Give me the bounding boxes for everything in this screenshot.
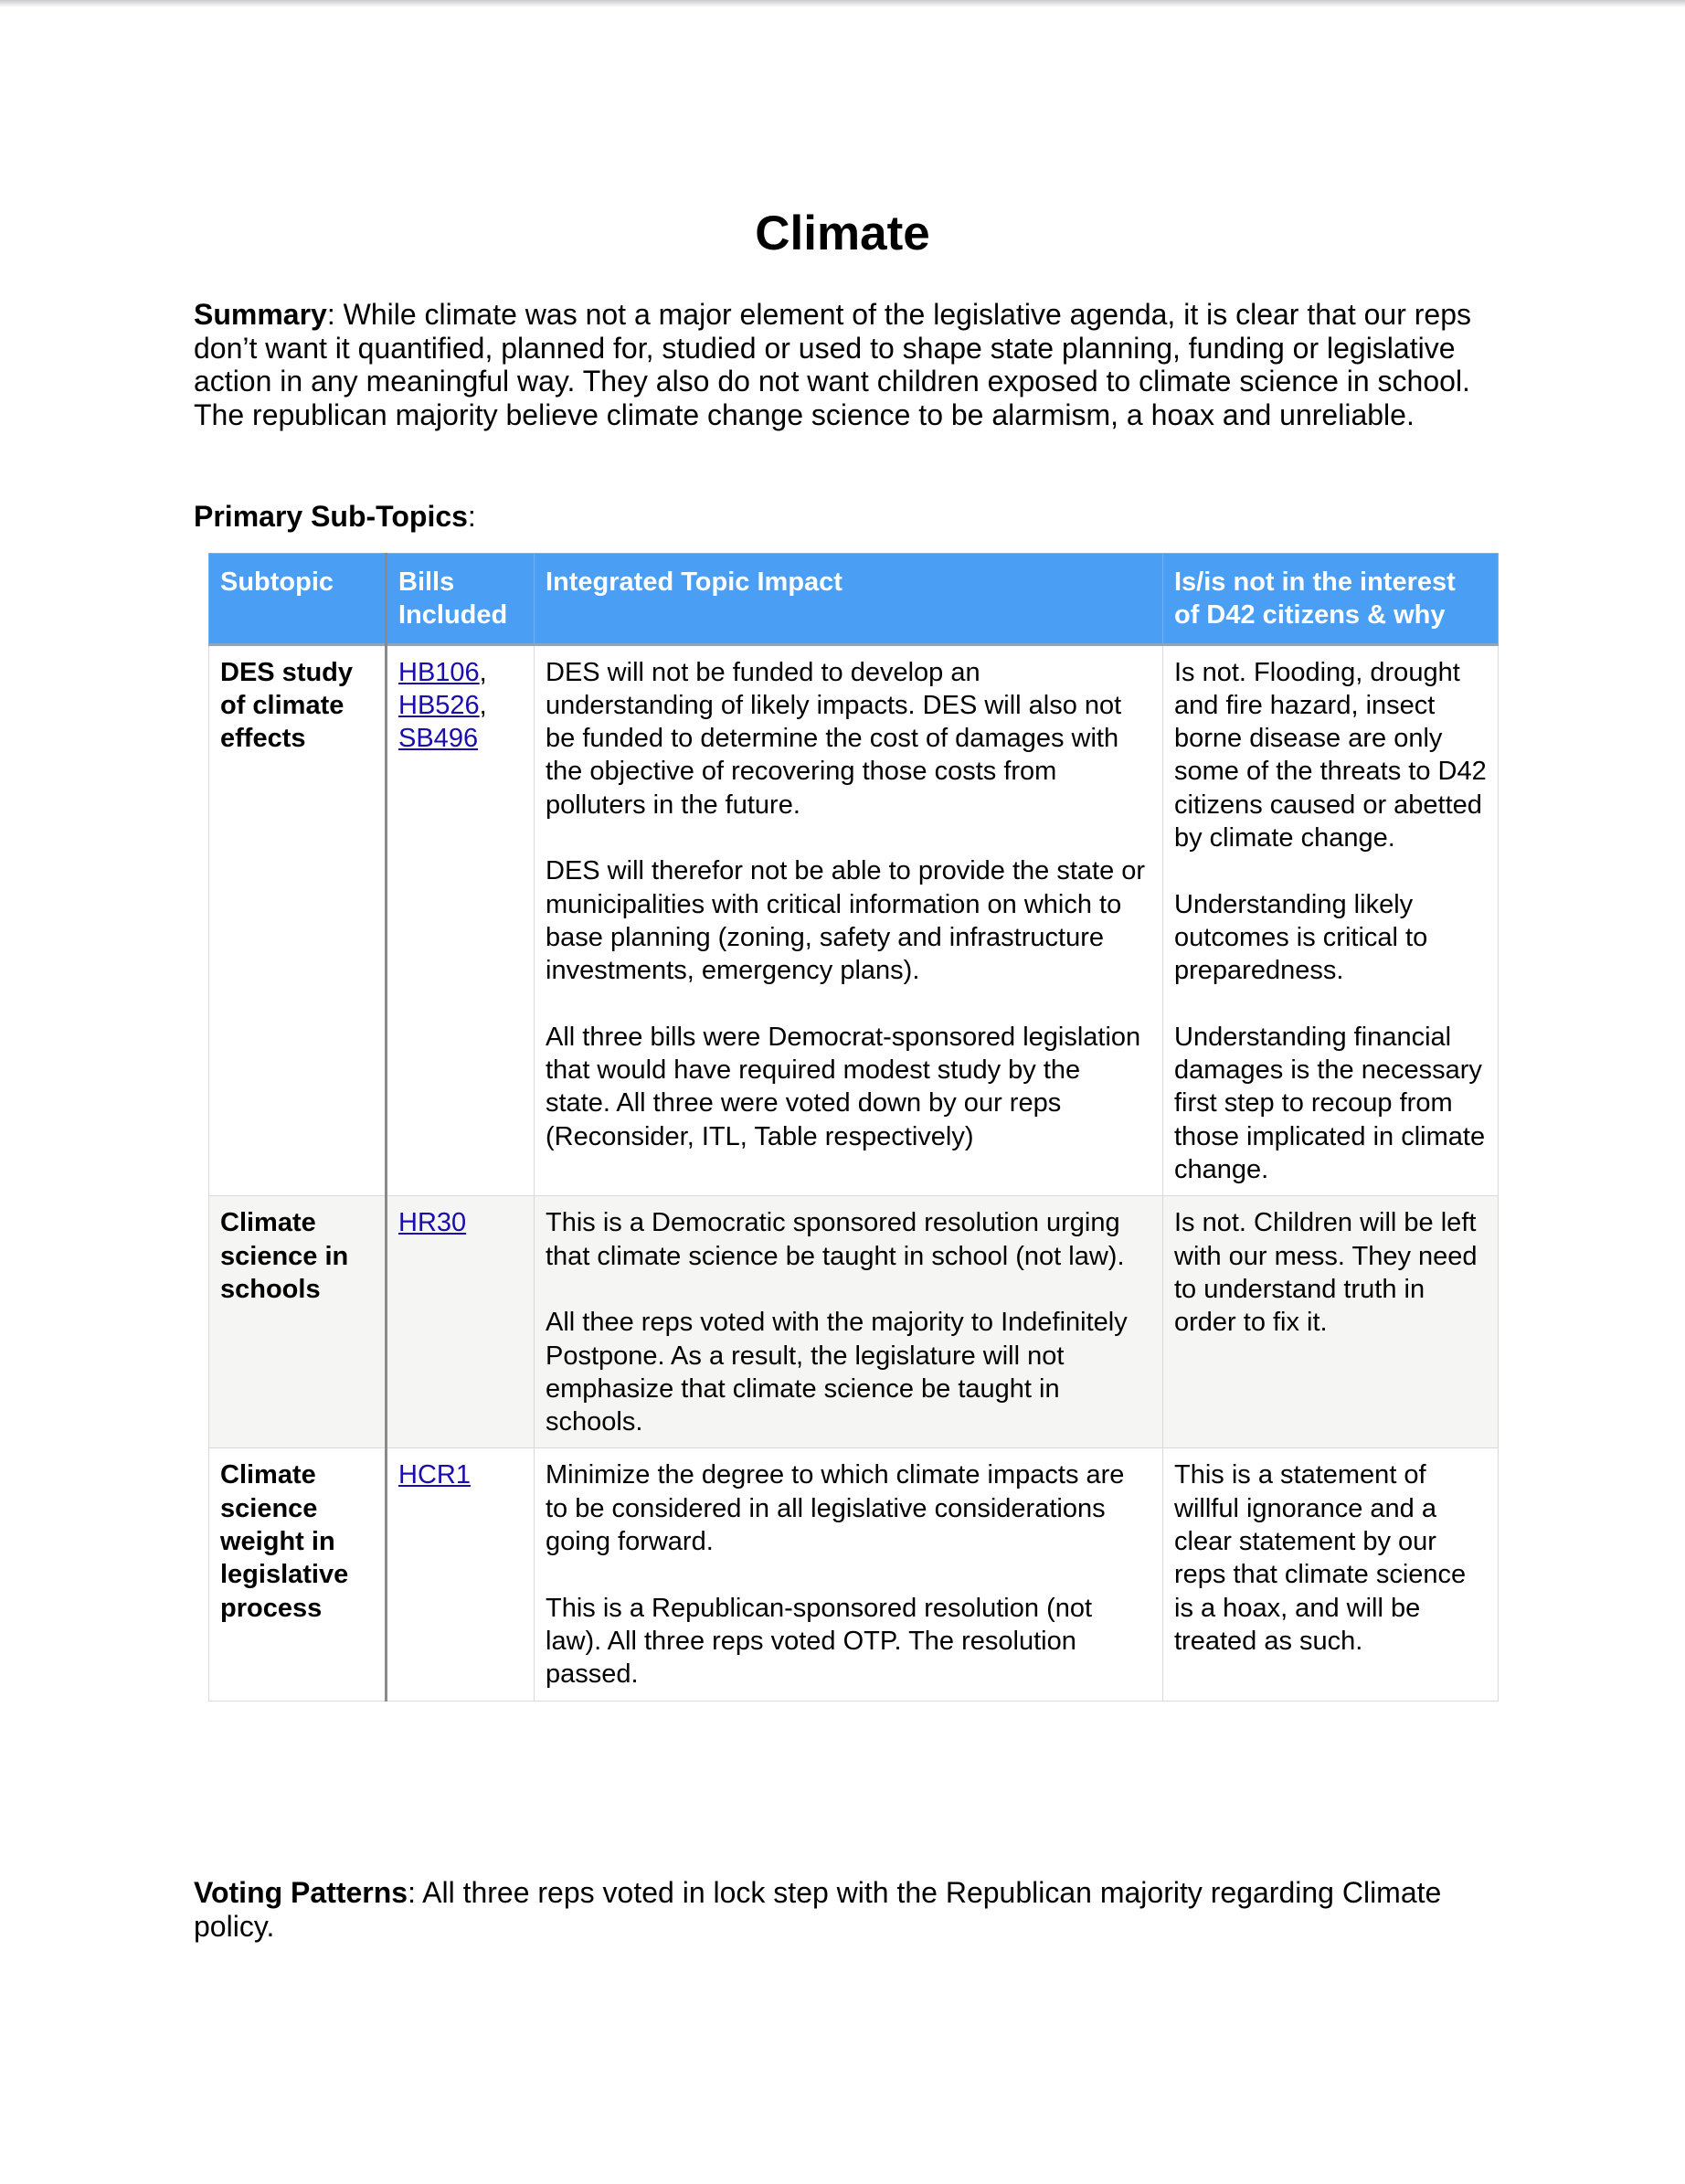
header-interest: Is/is not in the interest of D42 citizens & why <box>1163 554 1499 645</box>
impact-paragraph: DES will therefor not be able to provide the state or municipalities with critical information on which to base planning (zoning, safety and infrastructure investments, emergency plans). <box>546 856 1146 986</box>
row-bills <box>387 1196 535 1448</box>
row-interest <box>1163 1448 1499 1701</box>
header-subtopic: Subtopic <box>209 554 387 645</box>
voting-label: Voting Patterns <box>194 1876 408 1909</box>
bill-link-hr30[interactable]: HR30 <box>398 1208 467 1238</box>
interest-paragraph: This is a statement of willful ignorance and a clear statement by our reps that climate science is a hoax, and will be treated as such. <box>1174 1460 1467 1656</box>
interest-paragraph: Is not. Children will be left with our mess. They need to understand truth in order to fix it. <box>1174 1208 1478 1338</box>
impact-paragraph: All three bills were Democrat-sponsored legislation that would have required modest study by the state. All three were voted down by our reps (Reconsider, ITL, Table respectively) <box>546 1022 1141 1151</box>
row-bills <box>387 1448 535 1701</box>
row-impact <box>535 644 1163 1196</box>
interest-paragraph: Understanding financial damages is the necessary first step to recoup from those implicated in climate change. <box>1174 1022 1486 1185</box>
table-row <box>209 1448 1499 1701</box>
impact-paragraph: This is a Democratic sponsored resolution urging that climate science be taught in school (not law). <box>546 1208 1125 1271</box>
interest-paragraph: Understanding likely outcomes is critical to preparedness. <box>1174 889 1428 986</box>
subtopics-table <box>208 553 1499 1702</box>
bill-link-hb526[interactable]: HB526 <box>398 690 480 720</box>
subtopics-heading <box>194 498 476 535</box>
bill-link-hb106[interactable]: HB106 <box>398 657 480 687</box>
row-interest <box>1163 1196 1499 1448</box>
table-header-row <box>209 554 1499 645</box>
row-bills: HB106, HB526, SB496 <box>387 644 535 1196</box>
summary-paragraph <box>194 298 1491 431</box>
row-impact <box>535 1196 1163 1448</box>
voting-patterns-paragraph <box>194 1876 1491 1943</box>
row-impact <box>535 1448 1163 1701</box>
bill-link-hcr1[interactable]: HCR1 <box>398 1460 471 1490</box>
row-subtopic: DES study of climate effects <box>209 644 387 1196</box>
summary-text: : While climate was not a major element of the legislative agenda, it is clear that our reps don’t want it quantified, planned for, studied or used to shape state planning, funding or legislative action in any meaningful way. They also do not want children exposed to climate science in school. The republican majority believe climate change science to be alarmism, a hoax and unreliable. <box>194 298 1471 431</box>
interest-paragraph: Is not. Flooding, drought and fire hazard, insect borne disease are only some of the threats to D42 citizens caused or abetted by climate change. <box>1174 657 1487 853</box>
bill-link-sb496[interactable]: SB496 <box>398 724 479 754</box>
row-subtopic: Climate science in schools <box>209 1196 387 1448</box>
voting-text: : All three reps voted in lock step with the Republican majority regarding Climate policy. <box>194 1876 1442 1943</box>
impact-paragraph: This is a Republican-sponsored resolution (not law). All three reps voted OTP. The resolution passed. <box>546 1593 1093 1690</box>
header-bills: Bills Included <box>387 554 535 645</box>
header-impact: Integrated Topic Impact <box>535 554 1163 645</box>
row-subtopic: Climate science weight in legislative process <box>209 1448 387 1701</box>
table-row <box>209 1196 1499 1448</box>
impact-paragraph: Minimize the degree to which climate impacts are to be considered in all legislative considerations going forward. <box>546 1460 1125 1557</box>
impact-paragraph: DES will not be funded to develop an understanding of likely impacts. DES will also not be funded to determine the cost of damages with the objective of recovering those costs from polluters in the future. <box>546 657 1122 820</box>
page-top-edge <box>0 0 1685 7</box>
page-title: Climate <box>755 207 930 260</box>
table-row <box>209 644 1499 1196</box>
row-interest <box>1163 644 1499 1196</box>
impact-paragraph: All thee reps voted with the majority to Indefinitely Postpone. As a result, the legislature will not emphasize that climate science be taught in schools. <box>546 1308 1128 1437</box>
subtopics-heading-label: Primary Sub-Topics <box>194 500 468 533</box>
summary-label: Summary <box>194 298 327 331</box>
subtopics-heading-suffix: : <box>467 500 476 533</box>
